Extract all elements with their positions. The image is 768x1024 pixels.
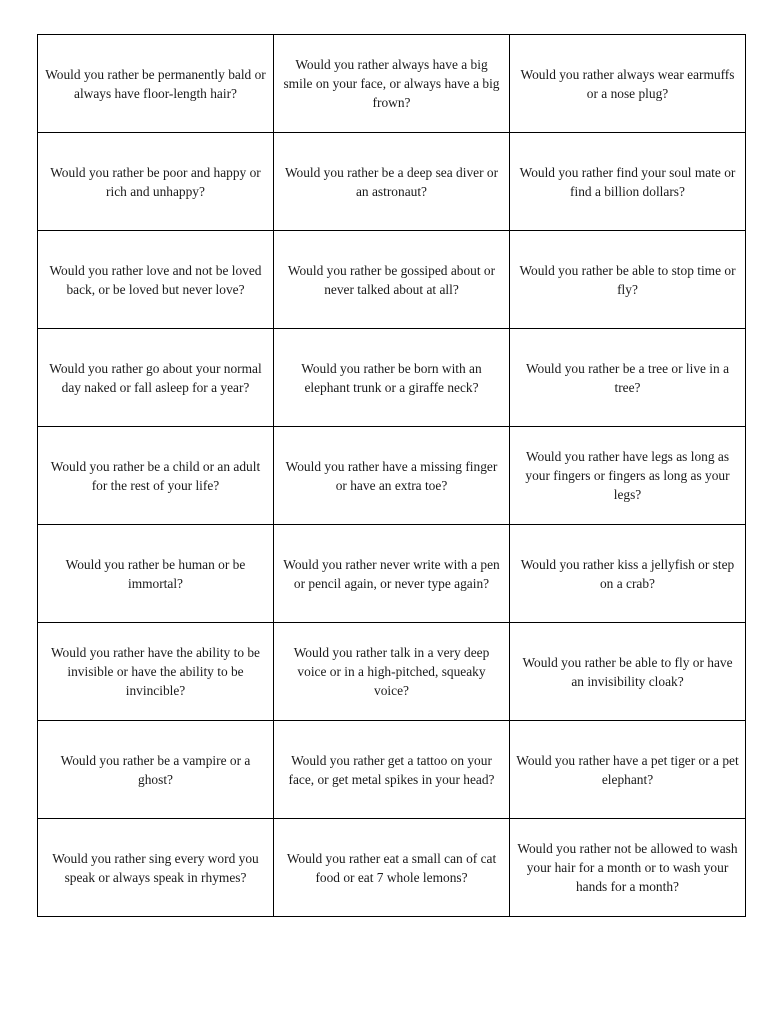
question-card: Would you rather always have a big smile on your face, or always have a big frown? [274, 35, 510, 133]
question-card: Would you rather be gossiped about or never talked about at all? [274, 231, 510, 329]
question-card: Would you rather be a deep sea diver or an astronaut? [274, 133, 510, 231]
question-card: Would you rather never write with a pen or pencil again, or never type again? [274, 525, 510, 623]
card-row [38, 819, 746, 917]
question-card: Would you rather have legs as long as your fingers or fingers as long as your legs? [510, 427, 746, 525]
question-card-grid [37, 34, 746, 917]
question-card: Would you rather be a tree or live in a tree? [510, 329, 746, 427]
card-row [38, 525, 746, 623]
question-card: Would you rather not be allowed to wash your hair for a month or to wash your hands for a month? [510, 819, 746, 917]
question-card: Would you rather be a vampire or a ghost? [38, 721, 274, 819]
card-row [38, 133, 746, 231]
card-row [38, 231, 746, 329]
question-card: Would you rather go about your normal day naked or fall asleep for a year? [38, 329, 274, 427]
question-card: Would you rather always wear earmuffs or a nose plug? [510, 35, 746, 133]
card-row [38, 329, 746, 427]
question-card: Would you rather be poor and happy or rich and unhappy? [38, 133, 274, 231]
question-card: Would you rather be able to stop time or fly? [510, 231, 746, 329]
card-row [38, 35, 746, 133]
card-row [38, 623, 746, 721]
question-card: Would you rather have the ability to be invisible or have the ability to be invincible? [38, 623, 274, 721]
question-card: Would you rather sing every word you speak or always speak in rhymes? [38, 819, 274, 917]
question-card: Would you rather have a missing finger or have an extra toe? [274, 427, 510, 525]
question-card: Would you rather have a pet tiger or a pet elephant? [510, 721, 746, 819]
question-card: Would you rather talk in a very deep voice or in a high-pitched, squeaky voice? [274, 623, 510, 721]
card-row [38, 721, 746, 819]
question-card: Would you rather love and not be loved back, or be loved but never love? [38, 231, 274, 329]
question-card: Would you rather be human or be immortal? [38, 525, 274, 623]
question-card: Would you rather get a tattoo on your face, or get metal spikes in your head? [274, 721, 510, 819]
question-card: Would you rather be permanently bald or always have floor-length hair? [38, 35, 274, 133]
question-card: Would you rather eat a small can of cat food or eat 7 whole lemons? [274, 819, 510, 917]
question-card: Would you rather be born with an elephant trunk or a giraffe neck? [274, 329, 510, 427]
question-card: Would you rather be a child or an adult for the rest of your life? [38, 427, 274, 525]
question-card: Would you rather find your soul mate or find a billion dollars? [510, 133, 746, 231]
card-row [38, 427, 746, 525]
question-card: Would you rather kiss a jellyfish or step on a crab? [510, 525, 746, 623]
question-card: Would you rather be able to fly or have an invisibility cloak? [510, 623, 746, 721]
